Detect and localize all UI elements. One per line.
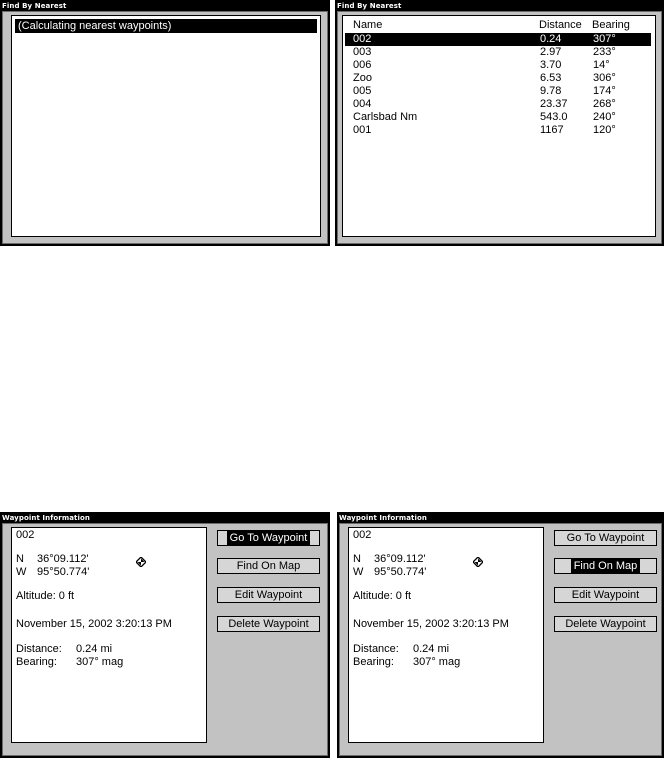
- delete-waypoint-button[interactable]: [554, 616, 657, 632]
- waypoint-distance: 0.24: [540, 33, 562, 45]
- latitude-value: 36°09.112': [37, 553, 89, 565]
- waypoint-bearing: 174°: [593, 85, 616, 97]
- table-row[interactable]: [345, 46, 651, 59]
- column-header-name: Name: [353, 19, 383, 31]
- altitude-text: Altitude: 0 ft: [353, 590, 412, 602]
- waypoint-name: 001: [353, 124, 372, 136]
- waypoint-icon: [136, 557, 146, 567]
- datetime-text: November 15, 2002 3:20:13 PM: [353, 618, 509, 630]
- button-label: Find On Map: [571, 559, 641, 573]
- waypoint-bearing: 120°: [593, 124, 616, 136]
- find-by-nearest-list-window: [335, 0, 664, 246]
- waypoint-name: 004: [353, 98, 372, 110]
- waypoint-name: 002: [353, 33, 372, 45]
- button-label: Edit Waypoint: [571, 589, 640, 601]
- bearing-value: 307° mag: [413, 656, 461, 668]
- waypoint-name: 003: [353, 46, 372, 58]
- button-label: Go To Waypoint: [566, 532, 645, 544]
- delete-waypoint-button[interactable]: [217, 616, 320, 632]
- window-title: Waypoint Information: [2, 514, 90, 522]
- edit-waypoint-button[interactable]: [554, 587, 657, 603]
- waypoint-distance: 9.78: [540, 85, 562, 97]
- window-frame: [337, 11, 662, 244]
- waypoint-distance: 2.97: [540, 46, 562, 58]
- distance-value: 0.24 mi: [76, 643, 113, 655]
- nearest-waypoints-table: [342, 15, 656, 237]
- waypoint-distance: 1167: [540, 124, 564, 136]
- waypoint-distance: 543.0: [540, 111, 568, 123]
- longitude-value: 95°50.774': [37, 566, 90, 578]
- column-header-distance: Distance: [539, 19, 582, 31]
- distance-value: 0.24 mi: [413, 643, 450, 655]
- waypoint-details-pane: [348, 527, 544, 743]
- waypoint-information-window: [337, 512, 664, 758]
- window-title: Find By Nearest: [337, 2, 402, 10]
- altitude-text: Altitude: 0 ft: [16, 590, 75, 602]
- window-frame: [2, 11, 328, 244]
- table-row[interactable]: [345, 111, 651, 124]
- window-title: Waypoint Information: [339, 514, 427, 522]
- button-label: Delete Waypoint: [228, 618, 309, 630]
- latitude-prefix: N: [353, 553, 361, 565]
- datetime-text: November 15, 2002 3:20:13 PM: [16, 618, 172, 630]
- find-on-map-button[interactable]: [217, 558, 320, 574]
- waypoint-name: 005: [353, 85, 372, 97]
- waypoint-name: Zoo: [353, 72, 372, 84]
- table-row[interactable]: [345, 59, 651, 72]
- table-row[interactable]: [345, 85, 651, 98]
- waypoint-bearing: 233°: [593, 46, 616, 58]
- waypoint-distance: 6.53: [540, 72, 562, 84]
- button-label: Go To Waypoint: [227, 531, 311, 545]
- find-by-nearest-calculating-window: [0, 0, 330, 246]
- window-title: Find By Nearest: [2, 2, 67, 10]
- waypoint-distance: 23.37: [540, 98, 568, 110]
- bearing-label: Bearing:: [16, 656, 57, 668]
- latitude-value: 36°09.112': [374, 553, 426, 565]
- button-label: Find On Map: [236, 560, 301, 572]
- distance-label: Distance:: [16, 643, 62, 655]
- go-to-waypoint-button[interactable]: [554, 530, 657, 546]
- waypoint-bearing: 14°: [593, 59, 610, 71]
- results-list[interactable]: [11, 15, 321, 237]
- calculating-status: (Calculating nearest waypoints): [15, 19, 317, 33]
- button-label: Delete Waypoint: [565, 618, 646, 630]
- column-header-bearing: Bearing: [592, 19, 630, 31]
- waypoint-bearing: 307°: [593, 33, 616, 45]
- bearing-value: 307° mag: [76, 656, 124, 668]
- waypoint-information-window: [0, 512, 330, 758]
- latitude-prefix: N: [16, 553, 24, 565]
- longitude-prefix: W: [16, 566, 27, 578]
- table-row[interactable]: [345, 98, 651, 111]
- waypoint-bearing: 268°: [593, 98, 616, 110]
- longitude-value: 95°50.774': [374, 566, 427, 578]
- window-frame: [2, 523, 328, 756]
- waypoint-bearing: 306°: [593, 72, 616, 84]
- go-to-waypoint-button[interactable]: [217, 530, 320, 546]
- waypoint-name: Carlsbad Nm: [353, 111, 418, 123]
- waypoint-details-pane: [11, 527, 207, 743]
- button-label: Edit Waypoint: [234, 589, 303, 601]
- waypoint-bearing: 240°: [593, 111, 616, 123]
- table-row[interactable]: [345, 33, 651, 46]
- longitude-prefix: W: [353, 566, 364, 578]
- edit-waypoint-button[interactable]: [217, 587, 320, 603]
- table-row[interactable]: [345, 124, 651, 137]
- waypoint-name: 002: [353, 529, 372, 541]
- waypoint-distance: 3.70: [540, 59, 562, 71]
- distance-label: Distance:: [353, 643, 399, 655]
- bearing-label: Bearing:: [353, 656, 394, 668]
- table-row[interactable]: [345, 72, 651, 85]
- waypoint-name: 006: [353, 59, 372, 71]
- window-frame: [339, 523, 662, 756]
- find-on-map-button[interactable]: [554, 558, 657, 574]
- waypoint-icon: [473, 557, 483, 567]
- waypoint-name: 002: [16, 529, 35, 541]
